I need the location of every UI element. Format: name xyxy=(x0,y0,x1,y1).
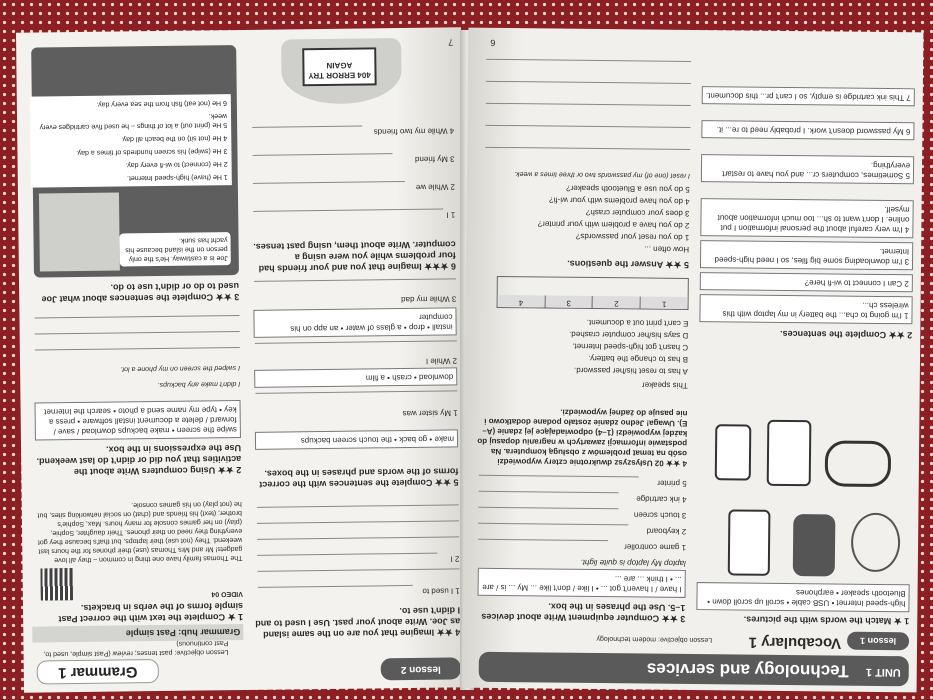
answer-line[interactable] xyxy=(479,475,639,478)
answer-line[interactable] xyxy=(257,536,459,539)
error-sign-illustration xyxy=(281,38,402,104)
ex2-box: swipe the screen • make backups download / save / forward / delete a document install software • press a key • type my name send a photo • search the Internet xyxy=(35,400,241,441)
unit-title: Technology and services xyxy=(646,659,849,681)
answer-cell[interactable]: 1 xyxy=(640,296,688,308)
ex3-instruction: 3 ★★ Computer equipment Write about devices 1–5. Use the phrases in the box. xyxy=(481,601,686,624)
answer-line[interactable] xyxy=(478,507,618,509)
open-workbook xyxy=(20,30,920,690)
ex4-lead: This speaker xyxy=(641,380,688,390)
answer-line[interactable] xyxy=(478,539,608,541)
right-page xyxy=(462,28,924,693)
ex4-option-a: A has to reset his/her password. xyxy=(573,365,688,376)
lesson-badge: lesson 2 xyxy=(381,657,461,680)
ex4-answer-table xyxy=(497,276,689,310)
answer-line[interactable] xyxy=(35,347,240,351)
ex1-text: The Thomas family have one thing in common – they all love gadgets! Mr and Mrs Thomas (use) their phones for the hours last weekend. They (not use) their laptops, but that's because they got everything they need on their phones. Their daughter, Sophie, (play) on her games console for many hours. Max, Sophie's brother, (text) his friends and (chat) on social networking sites, but he (not play) on his games console. xyxy=(37,500,243,564)
castaway-caption: Joe is a castaway. He's the only person on the island because his yacht has sunk. xyxy=(119,232,230,266)
ex2-item-6: 6 My password doesn't work. I probably need to re... it. xyxy=(701,120,914,140)
unit-title-banner xyxy=(479,652,909,687)
bluetooth-speaker-icon xyxy=(793,514,836,576)
ex6-item-2: 2 While we xyxy=(415,182,455,192)
answer-line[interactable] xyxy=(253,209,443,212)
ex3-item: 3 He (swipe) his screen hundreds of times a day. xyxy=(76,147,228,157)
ex5-example: I reset (one of) my passwords two or three times a week. xyxy=(514,170,690,179)
ex3-item-4: 4 ink cartridge xyxy=(636,494,687,504)
ex4-instruction: 4 ★★ 02 Usłyszysz dwukrotnie cztery wypowiedzi osób na temat problemów z obsługą komputera. Na podstawie informacji zawartych w nagraniu dopasuj do każdej wypowiedzi (1–4) odpowiadające jej zdanie (A–E). Uwaga! Jedno zdanie zostało podane dodatkowo i nie pasuje do żadnej wypowiedzi. xyxy=(477,407,688,468)
ex4-option-e: E can't print out a document. xyxy=(586,317,689,328)
wifi-phone-icon xyxy=(715,424,752,480)
ex1-word-box: high-speed Internet • USB cable • scroll up scroll down • Bluetooth speaker • earphones xyxy=(696,582,909,612)
ex5-question-2: 2 do you have a problem with your printer? xyxy=(537,219,690,230)
phone-scroll-down-icon xyxy=(767,420,812,486)
answer-line[interactable] xyxy=(252,126,362,128)
usb-cable-icon xyxy=(825,440,891,487)
ex5-item-1: 1 My sister was xyxy=(402,408,458,419)
ex5-item-3: 3 While my dad xyxy=(401,294,457,305)
left-page xyxy=(16,27,469,692)
ex5-question-4: 4 do you have problems with your wi-fi? xyxy=(549,195,690,206)
grammar-hub-banner: Grammar hub: Past simple xyxy=(32,624,243,643)
ex2-item-3: 3 I'm downloading some big files, so I need high-speed Internet. xyxy=(700,240,913,270)
qr-code-icon[interactable] xyxy=(41,568,73,600)
answer-line[interactable] xyxy=(478,523,628,526)
lesson-objective: Lesson objective: past tenses; review (Past simple, used to, Past continuous) xyxy=(43,639,229,658)
ex3-item: 6 He (not eat) fish from the sea every day. xyxy=(96,99,227,108)
ex2-example-2: I swiped the screen on my phone a lot. xyxy=(120,364,241,373)
ex2-item-4: 4 I'm very careful about the personal information I put online. I don't want to sh... too much information about myself. xyxy=(700,198,913,238)
answer-line[interactable] xyxy=(485,125,690,128)
ex4-item-1: 1 I used to xyxy=(422,586,460,596)
ex2-item-7: 7 This ink cartridge is empty, so I can't pr... this document. xyxy=(702,86,915,106)
ex4-option-d: D says his/her computer crashed. xyxy=(569,329,689,340)
ex4-instruction: 4 ★★ Imagine that you are on the same island as Joe. Write about your past. Use I used to and I didn't use to. xyxy=(255,605,461,640)
answer-line[interactable] xyxy=(34,315,239,319)
ex5-instruction: 5 ★★ Answer the questions. xyxy=(567,258,690,270)
ex5-box-3: install • drop • a glass of water • an app on his computer xyxy=(253,307,456,337)
castaway-panel xyxy=(31,45,239,277)
answer-line[interactable] xyxy=(485,147,690,150)
ex3-box: I have / I haven't got ... • I like / don't like ... My ... is / are ... • I think ... are ... xyxy=(478,568,686,598)
ex4-option-b: B has to change the battery. xyxy=(588,353,689,364)
ex3-item: 2 He (connect) to wi-fi every day. xyxy=(125,160,228,169)
ex4-option-c: C hasn't got high-speed Internet. xyxy=(572,341,689,352)
answer-line[interactable] xyxy=(254,278,456,281)
page-number: 6 xyxy=(490,37,496,48)
answer-line[interactable] xyxy=(486,59,691,62)
ex2-item-5: 5 Sometimes, computers cr... and you have to restart everything. xyxy=(701,154,914,184)
earphones-icon xyxy=(851,513,901,573)
ex5-question-1: 1 do you reset your passwords? xyxy=(575,231,690,242)
ex6-item-4: 4 While my two friends xyxy=(373,126,455,137)
ex5-box-2: download • crash • a film xyxy=(254,367,457,387)
answer-line[interactable] xyxy=(486,81,691,84)
ex3-item: 4 He (not sit) on the beach all day. xyxy=(121,134,228,143)
answer-cell[interactable]: 4 xyxy=(498,295,545,307)
ex5-instruction: 5 ★★ Complete the sentences with the correct forms of the words and phrases in the boxes. xyxy=(259,466,459,490)
ex5-box-1: make • go back • the touch screen backups xyxy=(255,429,458,449)
page-number: 7 xyxy=(448,37,454,48)
ex3-example: laptop My laptop is quite light. xyxy=(580,557,686,568)
answer-cell[interactable]: 2 xyxy=(592,296,640,308)
ex6-instruction: 6 ★★★ Imagine that you and your friends had four problems while you were using a computer. Write about them, using past tenses. xyxy=(253,239,456,274)
answer-line[interactable] xyxy=(258,585,413,588)
answer-line[interactable] xyxy=(257,520,459,523)
ex3-item: 1 He (have) high-speed Internet. xyxy=(126,173,228,182)
error-sign: 404 ERROR TRY AGAIN xyxy=(302,47,376,86)
ex2-example-1: I didn't make any backups. xyxy=(157,380,241,389)
ex5-item-2: 2 While I xyxy=(425,356,458,366)
answer-cell[interactable]: 3 xyxy=(544,295,592,307)
ex3-item-2: 2 keyboard xyxy=(646,526,687,536)
phone-scroll-icon xyxy=(728,509,771,575)
answer-line[interactable] xyxy=(257,553,437,556)
ex2-instruction: 2 ★★ Using computers Write about the activities that you did or didn't do last weekend. Use the expressions in the box. xyxy=(36,443,242,478)
ex3-item-3: 3 touch screen xyxy=(633,510,687,520)
lesson-objective: Lesson objective: modern technology xyxy=(596,635,713,644)
ex3-item-5: 5 printer xyxy=(657,478,687,488)
ex6-item-1: 1 I xyxy=(446,210,456,220)
pictures-panel xyxy=(698,345,912,582)
ex3-item-1: 1 game controller xyxy=(624,542,687,552)
castaway-items xyxy=(30,94,232,187)
unit-badge: UNIT 1 xyxy=(865,665,901,679)
ex5-question-3: 3 does your computer crash? xyxy=(585,207,690,218)
ex3-instruction: 3 ★★ Complete the sentences about what Joe used to do or didn't use to do. xyxy=(41,281,240,305)
answer-line[interactable] xyxy=(35,331,240,335)
lesson-badge: lesson 1 xyxy=(847,632,909,651)
ex3-item: 5 He (print out) a lot of things – he used five cartridges every week. xyxy=(39,112,228,131)
section-title: Grammar 1 xyxy=(37,659,159,684)
ex1-instruction: 1 ★ Match the words with the pictures. xyxy=(743,614,910,627)
castaway-illustration xyxy=(39,192,120,271)
ex5-lead: How often ... xyxy=(644,244,690,254)
answer-line[interactable] xyxy=(255,390,457,393)
ex4-item-2: 2 I xyxy=(450,554,460,564)
section-title: Vocabulary 1 xyxy=(748,633,842,652)
ex2-item-1: 1 I'm going to cha... the battery in my laptop with this wireless ch... xyxy=(699,294,912,324)
ex5-question-5: 5 do you use a Bluetooth speaker? xyxy=(566,183,690,194)
answer-line[interactable] xyxy=(255,340,457,343)
ex2-instruction: 2 ★★ Complete the sentences. xyxy=(780,328,913,341)
answer-line[interactable] xyxy=(252,153,392,156)
answer-line[interactable] xyxy=(479,491,619,493)
ex2-item-2: 2 Can I connect to wi-fi here? xyxy=(700,272,913,292)
video-label: VIDEO 04 xyxy=(211,590,243,598)
answer-line[interactable] xyxy=(258,568,460,571)
answer-line[interactable] xyxy=(253,181,405,184)
answer-line[interactable] xyxy=(257,504,459,507)
ex1-instruction: 1 ★ Complete the text with the correct Past simple forms of the verbs in brackets. xyxy=(58,601,244,625)
ex6-item-3: 3 My friend xyxy=(414,154,455,164)
answer-line[interactable] xyxy=(486,103,691,106)
